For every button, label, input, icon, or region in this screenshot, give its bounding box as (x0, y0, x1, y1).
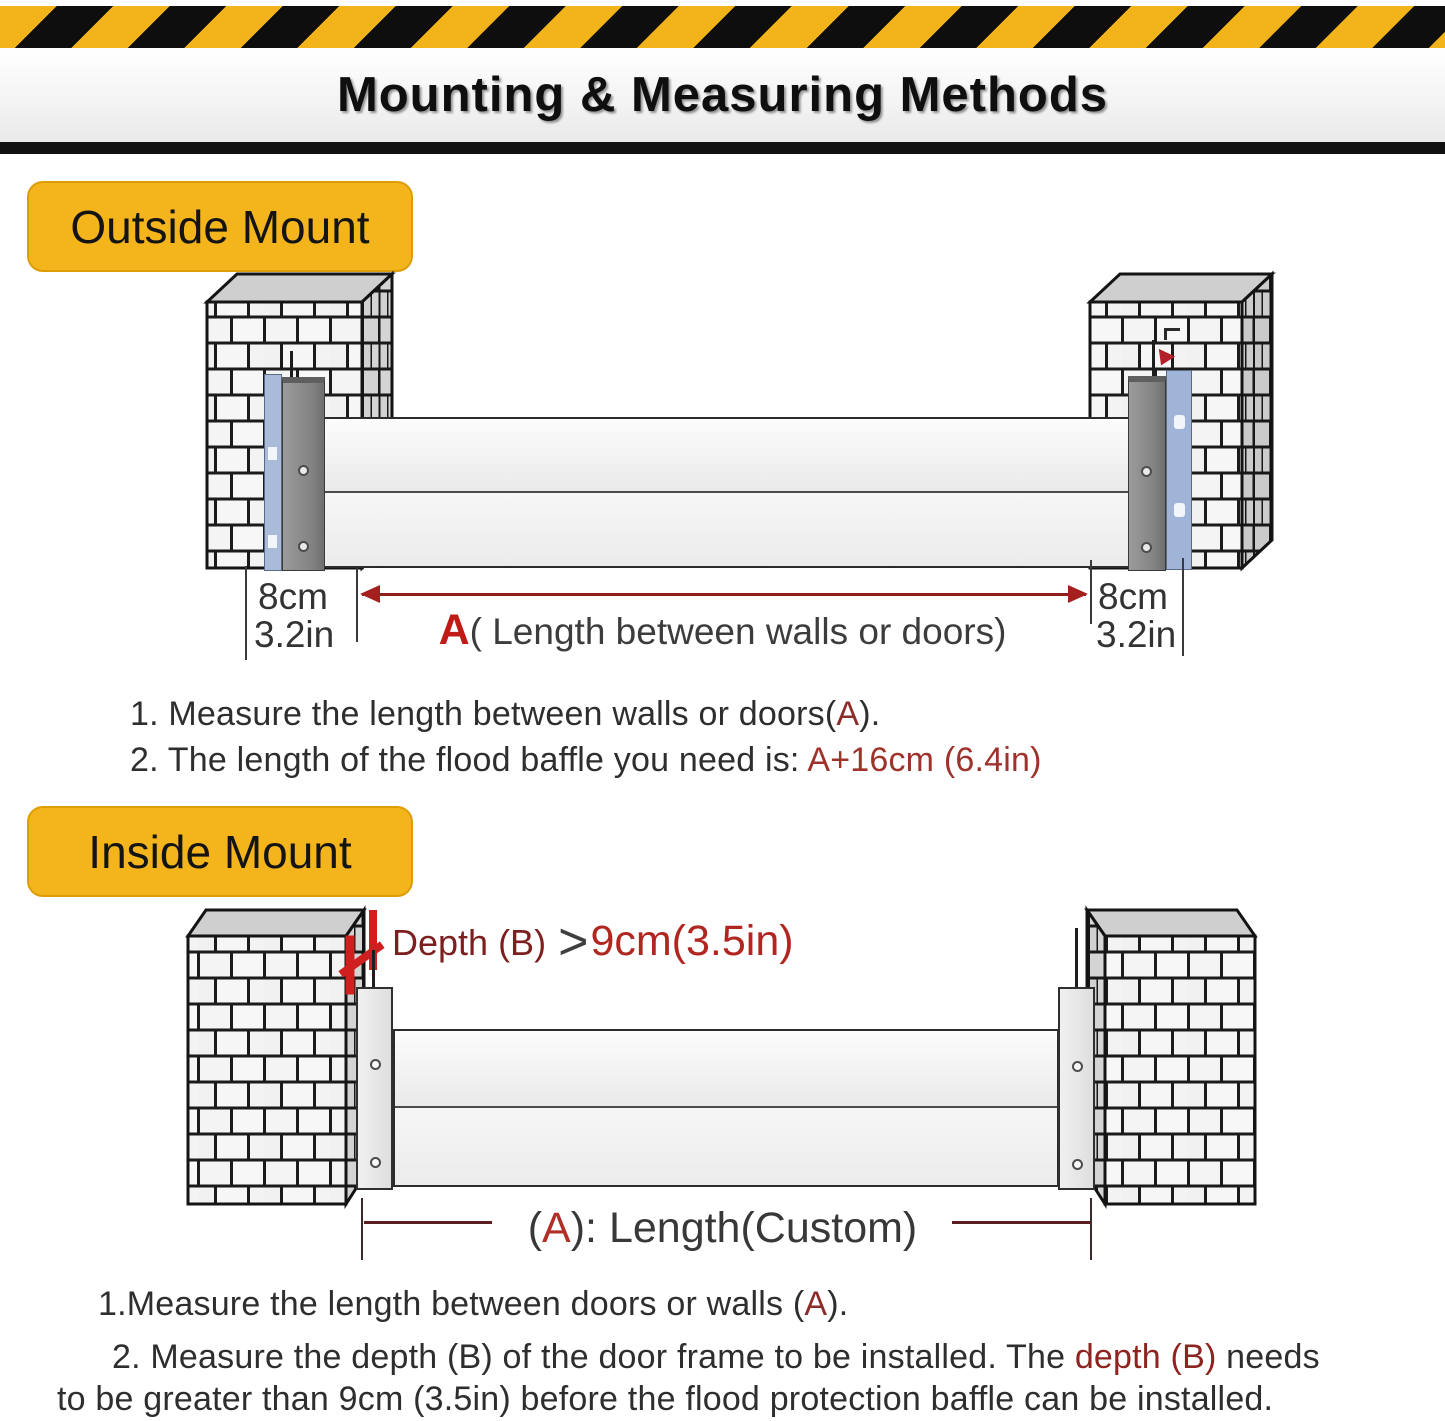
step-red-text: depth (B) (1074, 1338, 1217, 1376)
left-mounting-bracket (282, 377, 325, 571)
baffle-top-panel (324, 419, 1133, 493)
inside-step-2-line2 (57, 1380, 1273, 1419)
right-offset-cm: 8cm (1098, 576, 1168, 617)
right-offset-in: 3.2in (1096, 614, 1177, 655)
right-mounting-bracket (1128, 376, 1166, 571)
outside-mount-badge-label: Outside Mount (70, 200, 370, 253)
depth-value-text: 9cm(3.5in) (590, 917, 794, 965)
seal-slot-icon (1174, 503, 1185, 517)
left-brick-pillar (188, 910, 364, 1204)
step-text: ). (859, 695, 881, 733)
screw-icon (1072, 1159, 1083, 1170)
custom-length-label (0, 1204, 1445, 1253)
screw-icon (1141, 466, 1152, 477)
inside-mount-badge (27, 806, 413, 897)
baffle-bottom-panel (324, 493, 1133, 567)
step-red-text: A (836, 695, 860, 733)
step-text: 1.Measure the length between doors or walls ( (98, 1285, 805, 1323)
baffle-top-panel (395, 1031, 1057, 1108)
length-label-text: ): Length(Custom) (570, 1204, 918, 1252)
greater-than-sign: > (558, 913, 589, 971)
left-bracket-seal-strip (264, 374, 282, 571)
outside-step-2 (130, 741, 1042, 780)
outside-step-1 (130, 695, 880, 734)
depth-requirement-label (392, 912, 794, 972)
right-brick-pillar (1087, 910, 1255, 1204)
title-band (0, 48, 1445, 142)
right-bracket-pin (1075, 928, 1078, 988)
step-text: ). (827, 1285, 849, 1323)
length-dimension-arrow (362, 593, 1086, 596)
dim-label-text: ( Length between walls or doors) (469, 611, 1007, 652)
outside-mount-badge (27, 181, 413, 272)
screw-icon (298, 541, 309, 552)
left-offset-cm: 8cm (258, 576, 328, 617)
left-mounting-bracket (356, 987, 393, 1190)
seal-slot-icon (268, 535, 277, 548)
seal-slot-icon (268, 447, 277, 460)
inside-step-2-line1 (112, 1338, 1320, 1377)
inside-step-1 (98, 1285, 848, 1324)
flood-baffle (393, 1029, 1059, 1187)
inside-mount-badge-label: Inside Mount (88, 825, 352, 878)
left-bracket-pin (372, 950, 375, 988)
right-mounting-bracket (1058, 987, 1095, 1190)
step-text: 2. Measure the depth (B) of the door frame to be installed. The (112, 1338, 1075, 1376)
screw-icon (1072, 1061, 1083, 1072)
step-text: 1. Measure the length between walls or doors( (130, 695, 837, 733)
right-bracket-seal-strip (1166, 370, 1192, 570)
banner-divider-bar (0, 142, 1445, 154)
arrowhead-left-icon (360, 585, 380, 603)
step-text: to be greater than 9cm (3.5in) before the flood protection baffle can be installed. (57, 1380, 1274, 1418)
length-label-text: ( (527, 1204, 543, 1252)
seal-slot-icon (1174, 415, 1185, 429)
arrowhead-right-icon (1068, 585, 1088, 603)
left-bracket-pin (290, 351, 293, 379)
length-between-walls-label (0, 606, 1445, 655)
baffle-bottom-panel (395, 1108, 1057, 1185)
left-offset-in: 3.2in (254, 614, 335, 655)
dim-letter-a: A (542, 1204, 571, 1252)
depth-label-text: Depth (B) (392, 922, 557, 963)
screw-icon (370, 1059, 381, 1070)
step-text: needs (1216, 1338, 1320, 1376)
screw-icon (298, 465, 309, 476)
step-red-text: A+16cm (6.4in) (807, 741, 1042, 779)
screw-icon (370, 1157, 381, 1168)
step-text: 2. The length of the flood baffle you need is: (130, 741, 808, 779)
screw-icon (1141, 542, 1152, 553)
step-red-text: A (804, 1285, 828, 1323)
page-title: Mounting & Measuring Methods (336, 68, 1109, 122)
flood-baffle (322, 417, 1135, 568)
dim-letter-a: A (438, 606, 470, 654)
anchor-mark-icon (1164, 328, 1180, 340)
caution-stripes-band (0, 6, 1445, 48)
